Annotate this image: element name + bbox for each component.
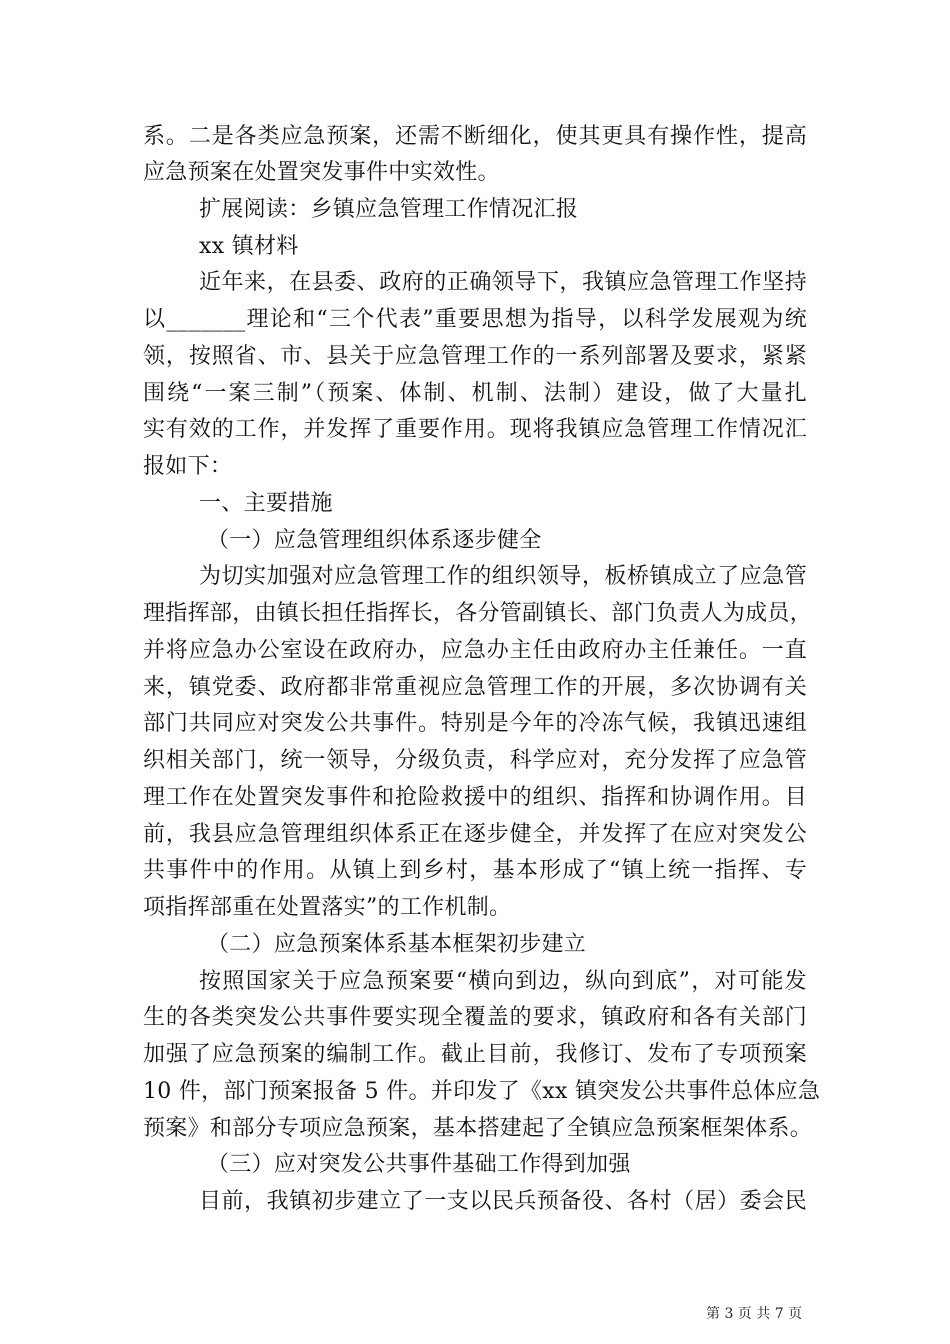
- body-text-line: 10 件，部门预案报备 5 件。并印发了《xx 镇突发公共事件总体应急: [143, 1079, 821, 1104]
- body-text-line: 近年来，在县委、政府的正确领导下，我镇应急管理工作坚持: [199, 270, 807, 295]
- body-text-line: 目前，我镇初步建立了一支以民兵预备役、各村（居）委会民: [199, 1189, 807, 1214]
- body-text-line: 围绕“一案三制”（预案、体制、机制、法制）建设，做了大量扎: [143, 381, 807, 406]
- body-text-line: 前，我县应急管理组织体系正在逐步健全，并发挥了在应对突发公: [143, 822, 807, 847]
- page-number-footer: 第 3 页 共 7 页: [706, 1306, 803, 1322]
- body-text-line: 生的各类突发公共事件要实现全覆盖的要求，镇政府和各有关部门: [143, 1005, 807, 1030]
- body-text-line: 理指挥部，由镇长担任指挥长，各分管副镇长、部门负责人为成员，: [143, 601, 813, 626]
- body-text-line: 并将应急办公室设在政府办，应急办主任由政府办主任兼任。一直: [143, 638, 807, 663]
- section-heading: 一、主要措施: [199, 491, 333, 516]
- body-text-line: 以_______理论和“三个代表”重要思想为指导，以科学发展观为统: [143, 307, 807, 332]
- body-text-line: 织相关部门，统一领导，分级负责，科学应对，充分发挥了应急管: [143, 748, 807, 773]
- body-text-line: 报如下：: [143, 454, 233, 479]
- body-text-line: 理工作在处置突发事件和抢险救援中的组织、指挥和协调作用。目: [143, 785, 807, 810]
- body-text-line: 按照国家关于应急预案要“横向到边，纵向到底”，对可能发: [199, 969, 807, 994]
- body-text-line: 实有效的工作，并发挥了重要作用。现将我镇应急管理工作情况汇: [143, 417, 807, 442]
- body-text-line: 共事件中的作用。从镇上到乡村，基本形成了“镇上统一指挥、专: [143, 858, 807, 883]
- body-text-line: 为切实加强对应急管理工作的组织领导，板桥镇成立了应急管: [199, 564, 807, 589]
- body-text-line: 领，按照省、市、县关于应急管理工作的一系列部署及要求，紧紧: [143, 344, 807, 369]
- subsection-heading: （二）应急预案体系基本框架初步建立: [207, 932, 587, 957]
- material-title: xx 镇材料: [199, 234, 299, 259]
- body-text-line: 预案》和部分专项应急预案，基本搭建起了全镇应急预案框架体系。: [143, 1116, 813, 1141]
- body-text-line: 系。二是各类应急预案，还需不断细化，使其更具有操作性，提高: [143, 124, 807, 149]
- subsection-heading: （一）应急管理组织体系逐步健全: [207, 528, 542, 553]
- subsection-heading: （三）应对突发公共事件基础工作得到加强: [207, 1152, 631, 1177]
- body-text-line: 来，镇党委、政府都非常重视应急管理工作的开展，多次协调有关: [143, 675, 807, 700]
- body-text-line: 部门共同应对突发公共事件。特别是今年的冷冻气候，我镇迅速组: [143, 711, 807, 736]
- extended-reading-heading: 扩展阅读：乡镇应急管理工作情况汇报: [199, 197, 579, 222]
- body-text-line: 项指挥部重在处置落实”的工作机制。: [143, 895, 512, 920]
- body-text-line: 应急预案在处置突发事件中实效性。: [143, 160, 500, 185]
- body-text-line: 加强了应急预案的编制工作。截止目前，我修订、发布了专项预案: [143, 1042, 807, 1067]
